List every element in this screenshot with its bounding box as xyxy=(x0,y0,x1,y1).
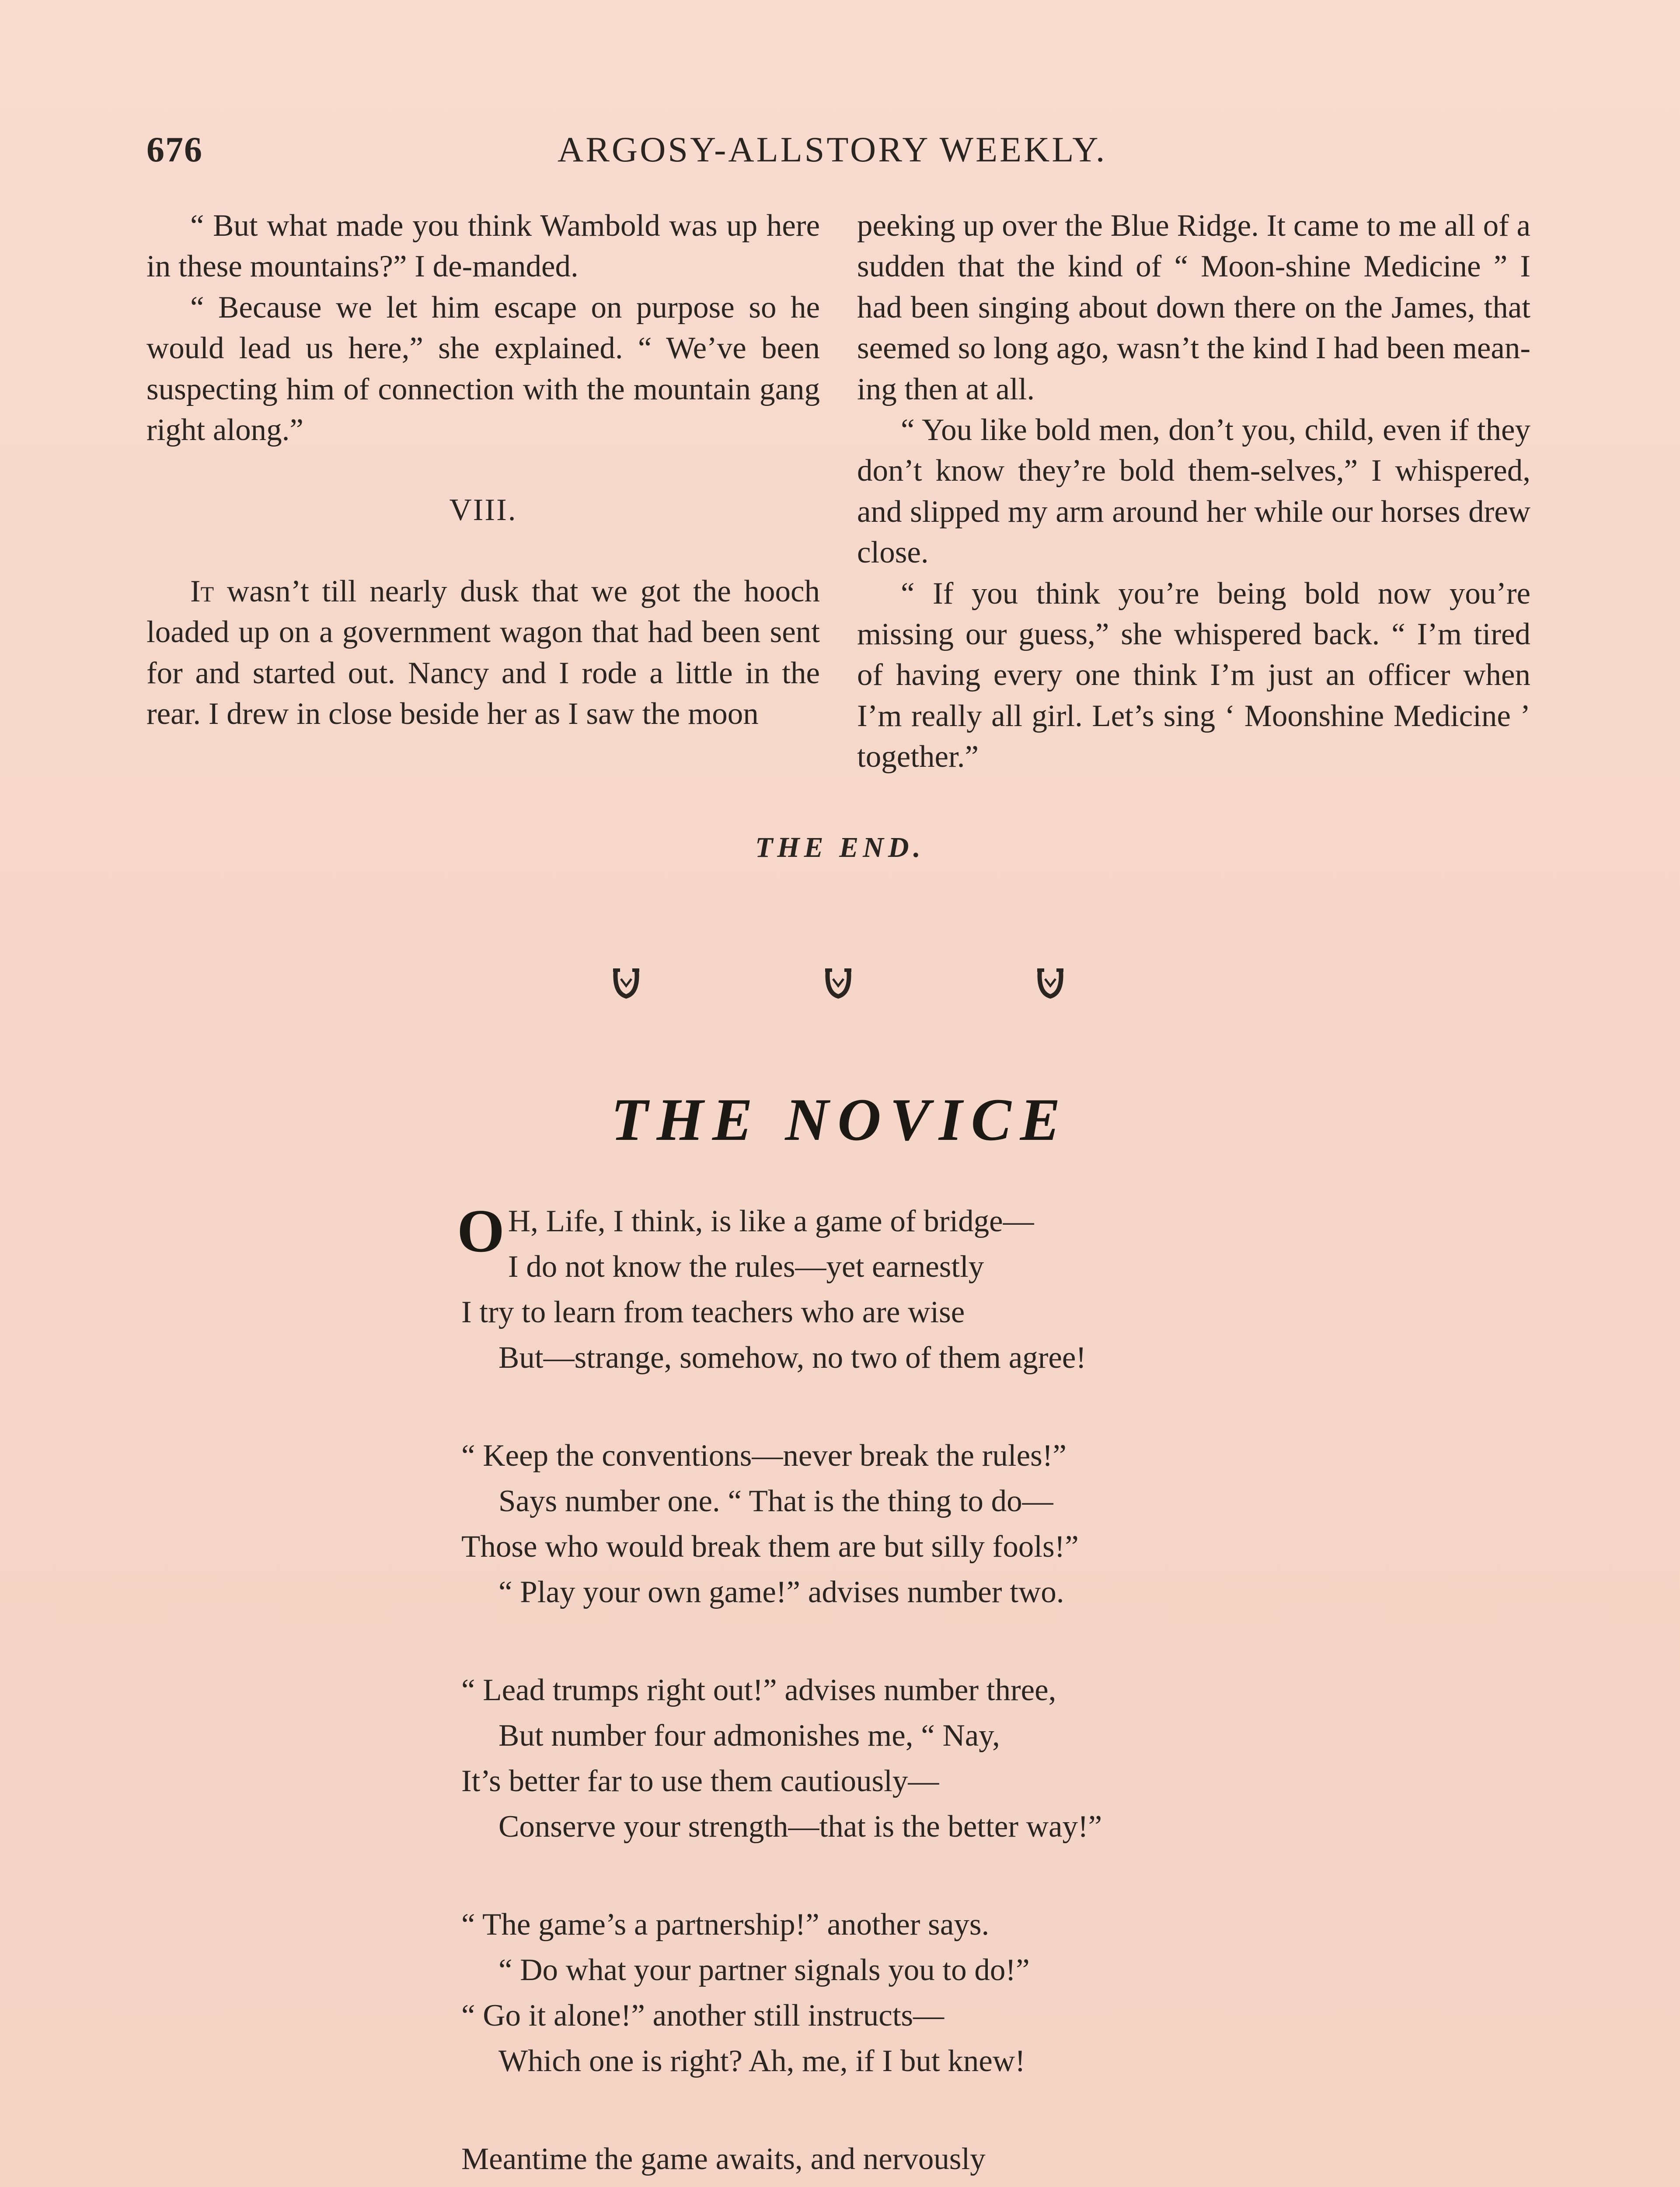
poem-line: I try to learn from teachers who are wise xyxy=(461,1295,965,1329)
story-paragraph xyxy=(146,571,820,735)
poem-line: “ Keep the conventions—never break the rules!” xyxy=(461,1439,1067,1473)
the-end-marker: THE END. xyxy=(755,831,925,863)
poem-line: But—strange, somehow, no two of them agree! xyxy=(498,1341,1087,1375)
ornament-divider xyxy=(0,967,1680,1002)
poem-line: “ The game’s a partnership!” another says. xyxy=(461,1908,990,1942)
poem-line: Says number one. “ That is the thing to do— xyxy=(498,1484,1053,1518)
poem-stanza xyxy=(461,1667,1423,1849)
poem-line: Conserve your strength—that is the better way!” xyxy=(498,1810,1102,1844)
poem-line xyxy=(461,2182,1423,2187)
poem-body xyxy=(457,1197,1423,2187)
story-paragraph: peeking up over the Blue Ridge. It came to me all of a sudden that the kind of “ Moon-shine Medicine ” I had been singing about down there on the James, that seemed so long ago, wasn’t the kind I had been mean-ing then at all. xyxy=(857,209,1530,406)
poem-line: Which one is right? Ah, me, if I but knew! xyxy=(498,2044,1025,2078)
poem-line: “ Do what your partner signals you to do!” xyxy=(498,1953,1030,1987)
poem-line: But number four admonishes me, “ Nay, xyxy=(498,1719,1000,1753)
section-number: VIII. xyxy=(449,493,517,528)
poem-line: Those who would break them are but silly fools!” xyxy=(461,1530,1079,1564)
poem-stanza xyxy=(457,1197,1423,1380)
poem-line: “ Go it alone!” another still instructs— xyxy=(461,1998,945,2033)
page-number: 676 xyxy=(146,129,203,169)
poem-stanza xyxy=(461,2136,1423,2187)
horseshoe-ornament-icon xyxy=(824,967,852,1000)
story-paragraph: “ You like bold men, don’t you, child, even if they don’t know they’re bold them-selves,” I whispered, and slipped my arm around her while our horses drew close. xyxy=(857,413,1530,570)
story-paragraph: “ Because we let him escape on purpose so he would lead us here,” she explained. “ We’ve been suspecting him of connection with the mountain gang right along.” xyxy=(146,290,820,447)
poem-line: H, Life, I think, is like a game of bridge— xyxy=(508,1204,1034,1238)
paragraph-lead-word: It xyxy=(190,574,214,608)
poem-title: THE NOVICE xyxy=(611,1086,1069,1153)
paragraph-text: wasn’t till nearly dusk that we got the hooch loaded up on a government wagon that had been sent for and started out. Nancy and I rode a little in the rear. I drew in close beside her as I saw the moon xyxy=(146,574,820,731)
story-column-left xyxy=(146,206,820,734)
magazine-title: ARGOSY-ALLSTORY WEEKLY. xyxy=(558,129,1107,169)
story-paragraph: “ But what made you think Wambold was up here in these mountains?” I de-manded. xyxy=(146,209,820,284)
drop-cap: O xyxy=(457,1197,505,1265)
poem-line: I do not know the rules—yet earnestly xyxy=(508,1250,984,1284)
poem-stanza xyxy=(461,1433,1423,1615)
horseshoe-ornament-icon xyxy=(612,967,640,1000)
poem-line: “ Play your own game!” advises number two. xyxy=(498,1575,1064,1609)
poem-line: “ Lead trumps right out!” advises number three, xyxy=(461,1673,1056,1707)
running-head xyxy=(146,129,1248,182)
story-paragraph: “ If you think you’re being bold now you’re missing our guess,” she whispered back. “ I’m tired of having every one think I’m just an officer when I’m really all girl. Let’s sing ‘ Moonshine Medicine ’ together.” xyxy=(857,576,1530,774)
horseshoe-ornament-icon xyxy=(1036,967,1064,1000)
poem-line: It’s better far to use them cautiously— xyxy=(461,1764,939,1798)
poem-line: Meantime the game awaits, and nervously xyxy=(461,2142,986,2176)
story-column-right xyxy=(857,206,1530,778)
poem-stanza xyxy=(461,1902,1423,2084)
